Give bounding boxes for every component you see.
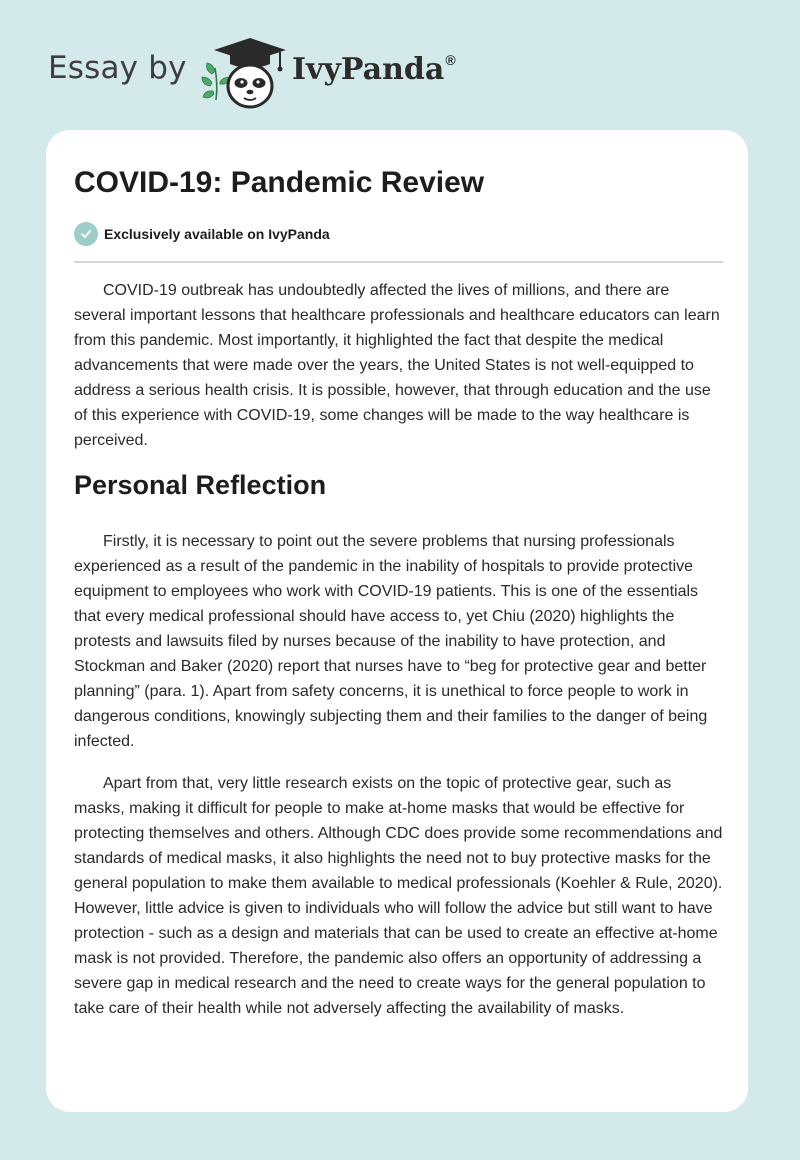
divider xyxy=(74,261,723,263)
essay-by-label: Essay by xyxy=(48,50,187,86)
panda-graduate-icon xyxy=(200,34,290,114)
brand-label: IvyPanda xyxy=(292,52,445,87)
check-icon xyxy=(74,222,98,246)
brand-name xyxy=(292,52,456,87)
body-paragraph-2: Apart from that, very little research exists on the topic of protective gear, such as masks, making it difficult for people to make at-home masks that would be effective for protecting themselves and others. Although CDC does provide some recommendations and standards of medical masks, it also highlights the need not to buy protective masks for the general population to make them available to medical professionals (Koehler & Rule, 2020). However, little advice is given to individuals who will follow the advice but still want to have protection - such as a design and materials that can be used to create an effective at-home mask is not provided. Therefore, the pandemic also offers an opportunity of addressing a severe gap in medical research and the need to create ways for the general population to take care of their health while not adversely affecting the availability of masks. xyxy=(74,775,723,1017)
page-title: COVID-19: Pandemic Review xyxy=(74,166,485,199)
registered-mark: ® xyxy=(445,52,456,68)
section-heading: Personal Reflection xyxy=(74,470,327,500)
badge-label: Exclusively available on IvyPanda xyxy=(104,226,330,242)
site-header xyxy=(0,0,800,120)
intro-paragraph: COVID-19 outbreak has undoubtedly affected the lives of millions, and there are several important lessons that healthcare professionals and healthcare educators can learn from this pandemic. Most importantly, it highlighted the fact that despite the medical advancements that were made over the years, the United States is not well-equipped to address a serious health crisis. It is possible, however, that through education and the use of this experience with COVID-19, some changes will be made to the way healthcare is perceived. xyxy=(74,282,720,449)
essay-card xyxy=(46,130,748,1112)
body-paragraph-1: Firstly, it is necessary to point out the severe problems that nursing professionals experienced as a result of the pandemic in the inability of hospitals to provide protective equipment to employees who work with COVID-19 patients. This is one of the essentials that every medical professional should have access to, yet Chiu (2020) highlights the protests and lawsuits filed by nurses because of the inability to have protection, and Stockman and Baker (2020) report that nurses have to “beg for protective gear and better planning” (para. 1). Apart from safety concerns, it is unethical to force people to work in dangerous conditions, knowingly subjecting them and their families to the danger of being infected. xyxy=(74,533,708,750)
availability-badge xyxy=(74,222,330,246)
